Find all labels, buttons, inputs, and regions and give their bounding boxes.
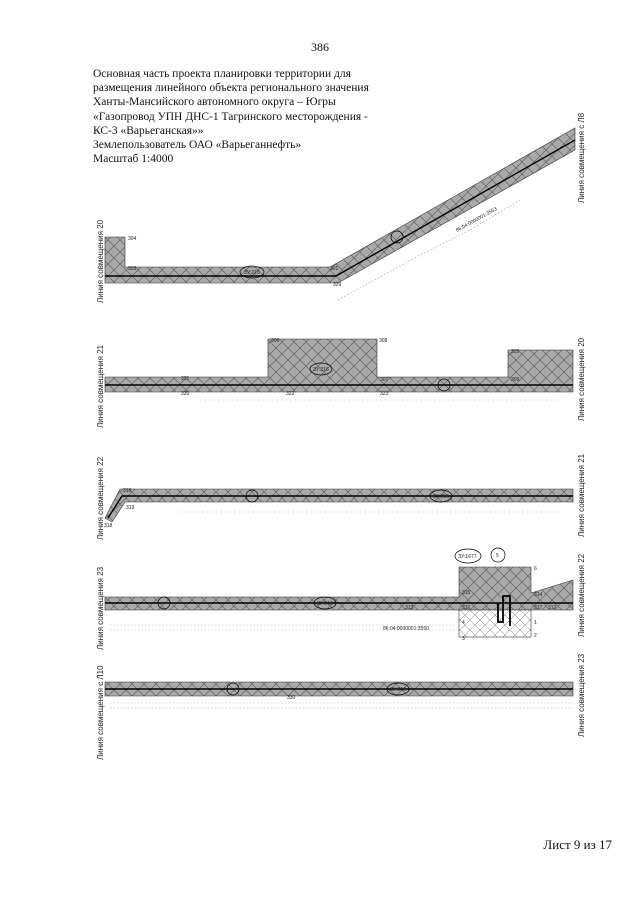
map-fragment-1 — [105, 128, 575, 300]
zone-label-f5: ЗУ:216 — [390, 687, 406, 693]
corridor-f3 — [105, 489, 573, 522]
header-line-4: «Газопровод УПН ДНС-1 Тагринского месторождения - — [93, 110, 368, 123]
point-4: 4 — [462, 620, 465, 626]
map-fragment-4 — [105, 548, 573, 642]
zone-label-f1: ЗУ:216 — [244, 270, 260, 276]
point-310: 310 — [123, 488, 132, 494]
corridor-f2 — [105, 339, 573, 392]
point-3: 3 — [462, 636, 465, 642]
cadastral-f4: 86:04:0000001:3550 — [383, 626, 429, 632]
point-318: 318 — [104, 523, 113, 529]
point-316: 316 — [462, 605, 471, 611]
header-line-2: размещения линейного объекта регионального значения — [93, 82, 369, 95]
map-fragment-5 — [105, 682, 573, 708]
point-317: 317 — [534, 605, 543, 611]
map-fragment-2 — [105, 338, 573, 400]
number-circle-label-f4: 5 — [496, 553, 499, 559]
zone-label-f3: ЗУ:216 — [433, 494, 449, 500]
header-line-3: Ханты-Мансийского автономного округа – Югры — [93, 96, 336, 109]
point-322: 322 — [286, 391, 295, 397]
header-line-5: КС-3 «Варьеганская»» — [93, 124, 204, 137]
match-line-f1-left: Линия совмещения 20 — [96, 219, 105, 303]
map-fragment-3 — [104, 488, 573, 529]
point-303: 303 — [128, 266, 137, 272]
match-line-f5-left: Линия совмещения с Л10 — [96, 665, 105, 760]
point-312: 312 — [548, 605, 557, 611]
match-line-f1-right: Линия совмещения с Л8 — [577, 112, 586, 203]
point-307: 307 — [380, 377, 389, 383]
pipeline-f1 — [105, 140, 575, 276]
zone-box-label-f4: ЗУ:1677 — [458, 554, 477, 560]
point-329: 329 — [333, 282, 342, 288]
point-1: 1 — [534, 620, 537, 626]
dotted-feature-f5 — [110, 703, 573, 708]
match-line-f2-right: Линия совмещения 20 — [577, 337, 586, 421]
point-301: 301 — [330, 266, 339, 272]
match-line-f4-left: Линия совмещения 23 — [96, 566, 105, 650]
header-line-7: Масштаб 1:4000 — [93, 153, 174, 166]
point-2: 2 — [534, 633, 537, 639]
zone-label-f4: ЗУ:216 — [317, 601, 333, 607]
point-315: 315 — [462, 590, 471, 596]
point-313: 313 — [405, 605, 414, 611]
match-line-f3-left: Линия совмещения 22 — [96, 456, 105, 540]
point-309: 309 — [511, 377, 520, 383]
point-6: 6 — [534, 566, 537, 572]
match-line-f3-right: Линия совмещения 21 — [577, 453, 586, 537]
zone-label-f2: ЗУ:216 — [313, 367, 329, 373]
point-319: 319 — [126, 505, 135, 511]
point-306: 306 — [271, 338, 280, 344]
point-321: 321 — [181, 376, 190, 382]
point-330: 330 — [287, 695, 296, 701]
point-308: 308 — [379, 338, 388, 344]
point-314: 314 — [534, 592, 543, 598]
cadastral-f1: 86:04:0000001:3553 — [455, 206, 499, 234]
match-line-f5-right: Линия совмещения 23 — [577, 653, 586, 737]
light-hatch-area-f4 — [459, 610, 531, 637]
header-line-6: Землепользователь ОАО «Варьеганнефть» — [93, 139, 302, 152]
point-304: 304 — [128, 236, 137, 242]
page-number: 386 — [311, 40, 329, 54]
sheet-label: Лист 9 из 17 — [543, 837, 612, 852]
header-line-1: Основная часть проекта планировки территории для — [93, 68, 351, 80]
point-320: 320 — [181, 391, 190, 397]
corridor-f1 — [105, 128, 575, 283]
match-line-f2-left: Линия совмещения 21 — [96, 344, 105, 428]
point-323: 323 — [380, 391, 389, 397]
point-305: 305 — [511, 349, 520, 355]
match-line-f4-right: Линия совмещения 22 — [577, 553, 586, 637]
